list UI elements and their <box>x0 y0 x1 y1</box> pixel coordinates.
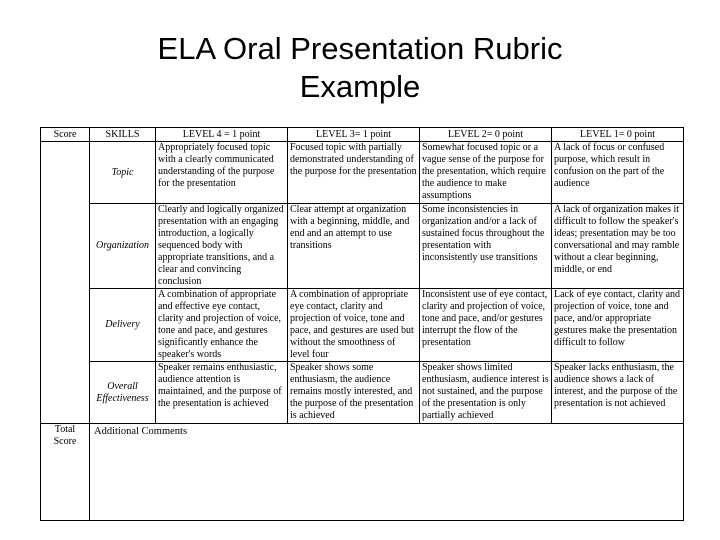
score-cell-blank <box>41 142 90 424</box>
skill-topic: Topic <box>90 142 156 204</box>
cell-overall-level-3: Speaker shows some enthusiasm, the audience remains mostly interested, and the purpose of the presentation is achieved <box>288 362 420 424</box>
table-row <box>41 289 684 362</box>
cell-delivery-level-3: A combination of appropriate eye contact, clarity and projection of voice, tone and pace, and gestures are used but without the smoothness of level four <box>288 289 420 362</box>
header-skills: SKILLS <box>90 128 156 142</box>
cell-organization-level-3: Clear attempt at organization with a beginning, middle, and end and an attempt to use transitions <box>288 204 420 289</box>
title-line-2: Example <box>299 69 421 104</box>
header-row <box>41 128 684 142</box>
title-line-1: ELA Oral Presentation Rubric <box>157 31 563 66</box>
header-score: Score <box>41 128 90 142</box>
cell-topic-level-3: Focused topic with partially demonstrated understanding of the purpose for the presentation <box>288 142 420 204</box>
cell-delivery-level-2: Inconsistent use of eye contact, clarity and projection of voice, tone and pace, and/or gestures interrupt the flow of the presentation <box>420 289 552 362</box>
header-level-2: LEVEL 2= 0 point <box>420 128 552 142</box>
cell-topic-level-1: A lack of focus or confused purpose, which result in confusion on the part of the audience <box>552 142 684 204</box>
page-title <box>0 30 720 106</box>
header-level-4: LEVEL 4 = 1 point <box>156 128 288 142</box>
cell-organization-level-4: Clearly and logically organized presentation with an engaging introduction, a logically sequenced body with appropriate transitions, and a clear and convincing conclusion <box>156 204 288 289</box>
header-level-3: LEVEL 3= 1 point <box>288 128 420 142</box>
skill-delivery: Delivery <box>90 289 156 362</box>
cell-overall-level-4: Speaker remains enthusiastic, audience attention is maintained, and the purpose of the presentation is achieved <box>156 362 288 424</box>
table-row <box>41 204 684 289</box>
cell-delivery-level-4: A combination of appropriate and effective eye contact, clarity and projection of voice, tone and pace, and gestures significantly enhance the speaker's words <box>156 289 288 362</box>
skill-overall-effectiveness: Overall Effectiveness <box>90 362 156 424</box>
cell-overall-level-1: Speaker lacks enthusiasm, the audience shows a lack of interest, and the purpose of the presentation is not achieved <box>552 362 684 424</box>
cell-topic-level-2: Somewhat focused topic or a vague sense of the purpose for the presentation, which require the audience to make assumptions <box>420 142 552 204</box>
total-score-label: Total Score <box>41 424 90 521</box>
cell-overall-level-2: Speaker shows limited enthusiasm, audience interest is not sustained, and the purpose of the presentation is only partially achieved <box>420 362 552 424</box>
cell-delivery-level-1: Lack of eye contact, clarity and projection of voice, tone and pace, and/or appropriate gestures make the presentation difficult to follow <box>552 289 684 362</box>
table-row <box>41 362 684 424</box>
cell-organization-level-2: Some inconsistencies in organization and/or a lack of sustained focus throughout the presentation with inconsistently use transitions <box>420 204 552 289</box>
table-row <box>41 142 684 204</box>
rubric-table <box>40 127 684 521</box>
cell-organization-level-1: A lack of organization makes it difficult to follow the speaker's ideas; presentation may be too conversational and may ramble without a clear beginning, middle, or end <box>552 204 684 289</box>
header-level-1: LEVEL 1= 0 point <box>552 128 684 142</box>
total-row <box>41 424 684 521</box>
skill-organization: Organization <box>90 204 156 289</box>
cell-topic-level-4: Appropriately focused topic with a clearly communicated understanding of the purpose for the presentation <box>156 142 288 204</box>
additional-comments: Additional Comments <box>90 424 684 521</box>
